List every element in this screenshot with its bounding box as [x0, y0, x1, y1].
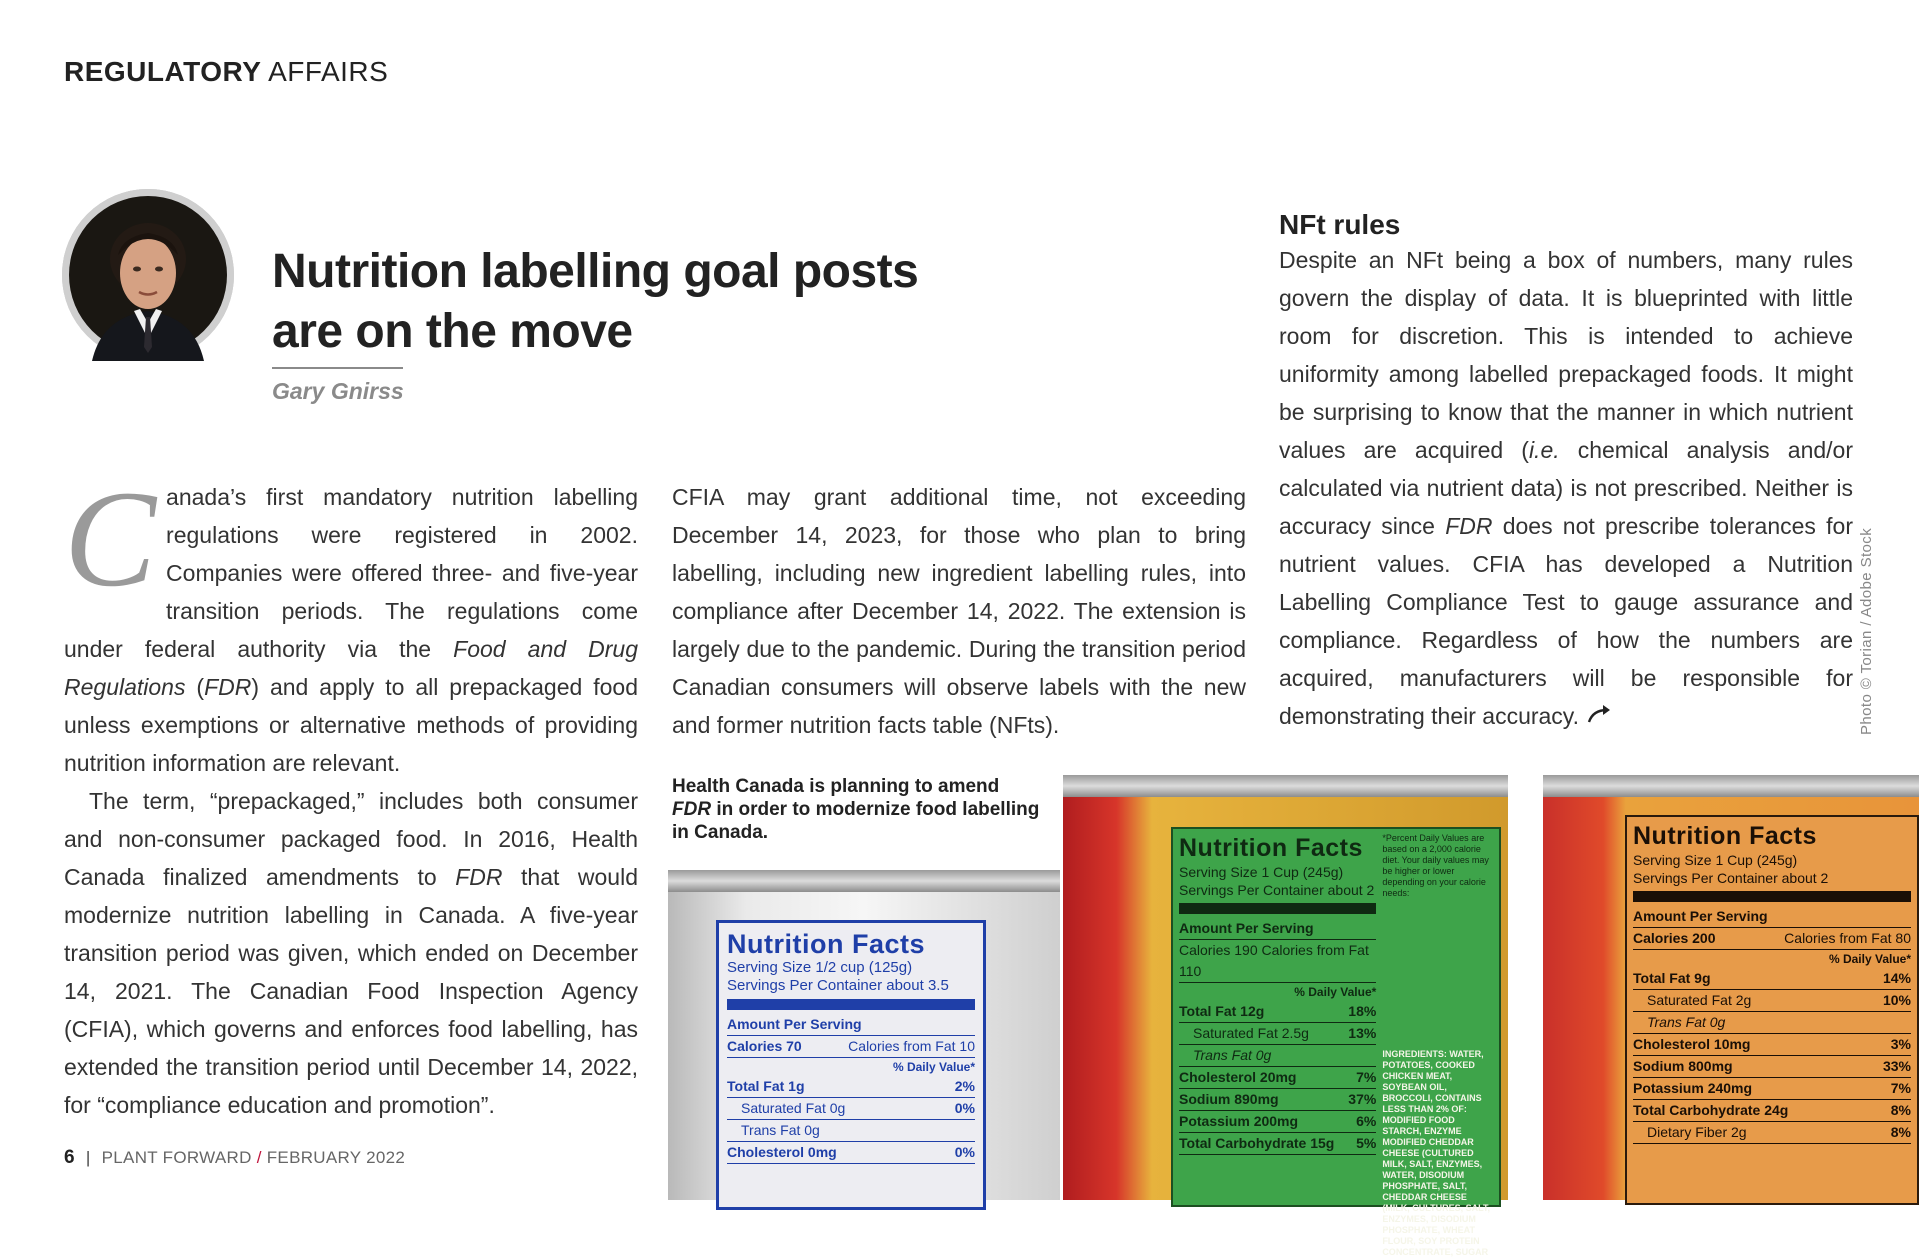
nf-row — [1633, 1056, 1911, 1078]
nf-title: Nutrition Facts — [1633, 822, 1817, 850]
nf-row — [1633, 1012, 1911, 1034]
nf-row — [1179, 940, 1376, 983]
article-column-2 — [672, 478, 1246, 744]
can-rim — [668, 870, 1060, 892]
nf-row-value: 8% — [1890, 1124, 1911, 1140]
nf-row-label: Dietary Fiber 2g — [1647, 1124, 1747, 1140]
nf-per-container: Servings Per Container about 2 — [1633, 870, 1829, 886]
article-column-3 — [1279, 241, 1853, 736]
article-title-line2: are on the move — [272, 305, 633, 358]
fdr-acronym: FDR — [1445, 513, 1493, 539]
paragraph-intro — [64, 462, 638, 782]
article-column-1 — [64, 462, 638, 1124]
nf-calories: Calories 190 Calories from Fat 110 — [1179, 942, 1369, 979]
nf-row-value: 37% — [1348, 1091, 1377, 1107]
nf-row — [1179, 1001, 1376, 1023]
nf-row-label: Total Fat 12g — [1179, 1003, 1265, 1019]
paragraph-text: chemical analysis and/or calculated via nutrient data) is not prescribed. Neither is accuracy since — [1279, 437, 1853, 539]
paragraph-text: ) and apply to all prepackaged food unless exemptions or alternative methods of providing nutrition information are relevant. — [64, 674, 638, 776]
nf-footnote: *Percent Daily Values are based on a 2,000 calorie diet. Your daily values may be higher or lower depending on your calorie needs: — [1382, 833, 1489, 898]
nf-row — [727, 1142, 975, 1164]
can-left — [668, 870, 1060, 1200]
nf-row-label: Sodium 800mg — [1633, 1058, 1733, 1074]
paragraph-text: that would modernize nutrition labelling in Canada. A five-year transition period was given, which ended on December 14, 2021. The Canadian Food Inspection Agency (CFIA), which governs and enforces food labelling, has extended the transition period until December 14, 2022, for “compliance education and promotion”. — [64, 864, 638, 1118]
nf-row — [1633, 1078, 1911, 1100]
nf-row — [1633, 968, 1911, 990]
author-portrait-icon — [62, 189, 234, 361]
curved-arrow-icon — [1587, 698, 1613, 736]
nf-row — [727, 1014, 975, 1036]
fdr-acronym: FDR — [455, 864, 503, 890]
caption-text: Health Canada is planning to amend — [672, 776, 1000, 797]
section-label — [64, 56, 388, 88]
nf-row — [727, 1036, 975, 1058]
nf-row-label: Saturated Fat 0g — [741, 1100, 846, 1116]
nf-row — [1179, 1089, 1376, 1111]
nf-serving: Serving Size 1 Cup (245g) — [1179, 864, 1344, 880]
nf-row-value: 13% — [1348, 1025, 1377, 1041]
nf-serving: Serving Size 1 Cup (245g) — [1633, 852, 1798, 868]
nf-daily-value: % Daily Value* — [1294, 985, 1377, 999]
nf-ingredients: INGREDIENTS: WATER, POTATOES, COOKED CHICKEN MEAT, SOYBEAN OIL, BROCCOLI, CONTAINS LESS THAN 2% OF: MODIFIED FOOD STARCH, ENZYME MODIFIED CHEDDAR CHEESE (CULTURED MILK, SALT, ENZYMES, WATER, DISODIUM PHOSPHATE, SALT, CHEDDAR CHEESE (MILK, CULTURES, SALT, ENZYMES, DISODIUM PHOSPHATE, WHEAT FLOUR, SOY PROTEIN CONCENTRATE, SUGAR — [1382, 1049, 1490, 1257]
article-title-line1: Nutrition labelling goal posts — [272, 245, 919, 298]
photo-caption — [672, 775, 1042, 844]
author-avatar — [62, 189, 234, 361]
section-label-light: AFFAIRS — [268, 56, 389, 87]
can-rim — [1543, 775, 1919, 797]
nf-row-label: Total Carbohydrate 24g — [1633, 1102, 1789, 1118]
nf-row-value: 0% — [954, 1100, 975, 1116]
nf-row-label: Saturated Fat 2g — [1647, 992, 1752, 1008]
page-number: 6 — [64, 1147, 75, 1168]
paragraph-text: The term, “prepackaged,” includes both consumer and non-consumer packaged food. In 2016, Health Canada finalized amendments to — [64, 788, 638, 890]
nf-bar — [1179, 903, 1376, 914]
nf-daily-value: % Daily Value* — [892, 1060, 975, 1074]
nf-row-value: 8% — [1890, 1102, 1911, 1118]
author-byline: Gary Gnirss — [272, 378, 404, 404]
drop-cap: C — [64, 462, 157, 615]
section-label-bold: REGULATORY — [64, 56, 262, 87]
publication-name: PLANT FORWARD — [101, 1148, 252, 1167]
nf-main — [1179, 833, 1376, 1258]
paragraph-text: anada’s first mandatory nutrition labelling regulations were registered in 2002. Companies were offered three- and five-year transition periods. The regulations come under federal authority via the — [64, 484, 638, 662]
nf-row-label: Trans Fat 0g — [741, 1122, 820, 1138]
nf-row — [1179, 1133, 1376, 1155]
nf-per-container: Servings Per Container about 3.5 — [727, 977, 949, 994]
nf-row-value: 10% — [1882, 992, 1911, 1008]
issue-date: FEBRUARY 2022 — [266, 1148, 406, 1167]
ie-abbreviation: i.e. — [1528, 437, 1560, 463]
nf-row — [1179, 1067, 1376, 1089]
nf-daily-value: % Daily Value* — [1828, 952, 1911, 966]
paragraph-nft-rules — [1279, 241, 1853, 736]
footer-slash: / — [256, 1148, 262, 1167]
nft-rules-heading: NFt rules — [1279, 209, 1401, 240]
paragraph-text: ( — [185, 674, 205, 700]
nf-row-value: 14% — [1882, 970, 1911, 986]
nf-row-label: Cholesterol 10mg — [1633, 1036, 1751, 1052]
nf-bar — [1633, 891, 1911, 902]
nf-per-container: Servings Per Container about 2 — [1179, 882, 1375, 898]
nf-row-label: Potassium 240mg — [1633, 1080, 1753, 1096]
nf-title: Nutrition Facts — [727, 929, 926, 959]
byline-divider — [272, 367, 403, 369]
paragraph-text: Despite an NFt being a box of numbers, many rules govern the display of data. It is blueprinted with little room for discretion. This is intended to achieve uniformity among labelled prepackaged foods. It might be surprising to know that the manner in which nutrient values are acquired ( — [1279, 247, 1853, 463]
nf-row-label: Potassium 200mg — [1179, 1113, 1299, 1129]
fdr-full-name: Food and Drug Regulations — [64, 636, 638, 700]
nf-row — [1633, 1034, 1911, 1056]
nf-calories: Calories 200 — [1633, 930, 1716, 946]
nutrition-facts-label-orange — [1625, 815, 1919, 1205]
fdr-acronym: FDR — [672, 799, 712, 820]
nf-calories: Calories 70 — [727, 1038, 802, 1054]
nf-row-value: 6% — [1356, 1113, 1377, 1129]
nf-row-label: Total Carbohydrate 15g — [1179, 1135, 1335, 1151]
nf-row-label: Cholesterol 20mg — [1179, 1069, 1297, 1085]
nf-row-value: 33% — [1882, 1058, 1911, 1074]
nf-row-label: Total Fat 9g — [1633, 970, 1711, 986]
can-rim — [1063, 775, 1508, 797]
nf-row-label: Saturated Fat 2.5g — [1193, 1025, 1309, 1041]
nf-row — [1633, 1100, 1911, 1122]
photo-credit: Photo © Torian / Adobe Stock — [1858, 527, 1875, 735]
nf-row-value: 5% — [1356, 1135, 1377, 1151]
nf-from-fat: Calories from Fat 10 — [848, 1038, 975, 1054]
fdr-acronym: FDR — [204, 674, 252, 700]
nf-row-label: Cholesterol 0mg — [727, 1144, 837, 1160]
nf-row-value: 7% — [1890, 1080, 1911, 1096]
nf-row — [1633, 928, 1911, 950]
nf-row-value: 7% — [1356, 1069, 1377, 1085]
nf-bar — [727, 999, 975, 1010]
nf-row — [727, 1076, 975, 1098]
nf-row — [1179, 1023, 1376, 1045]
can-middle — [1063, 775, 1508, 1257]
nf-serving: Serving Size 1/2 cup (125g) — [727, 959, 913, 976]
nf-row-label: Trans Fat 0g — [1193, 1047, 1272, 1063]
paragraph-extension: CFIA may grant additional time, not exceeding December 14, 2023, for those who plan to bring labelling, including new ingredient labelling rules, into compliance after December 14, 2022. The extension is largely due to the pandemic. During the transition period Canadian consumers will observe labels with the new and former nutrition facts table (NFts). — [672, 484, 1246, 738]
nf-row-label: Sodium 890mg — [1179, 1091, 1279, 1107]
nf-row — [1633, 990, 1911, 1012]
nf-amount: Amount Per Serving — [727, 1016, 862, 1032]
nf-row-value: 0% — [954, 1144, 975, 1160]
nf-row-label: Total Fat 1g — [727, 1078, 805, 1094]
nf-side-panel — [1382, 833, 1493, 1258]
nf-title: Nutrition Facts — [1179, 834, 1363, 862]
page-footer — [64, 1147, 405, 1169]
nf-row — [1179, 1111, 1376, 1133]
nf-row — [727, 1098, 975, 1120]
nutrition-facts-label-green — [1171, 827, 1501, 1257]
nf-amount: Amount Per Serving — [1179, 920, 1314, 936]
paragraph-text: does not prescribe tolerances for nutrient values. CFIA has developed a Nutrition Labelling Compliance Test to gauge assurance and compliance. Regardless of how the numbers are acquired, manufacturers will be responsible for demonstrating their accuracy. — [1279, 513, 1853, 729]
nf-row — [727, 1120, 975, 1142]
nf-amount: Amount Per Serving — [1633, 908, 1768, 924]
paragraph-prepackaged — [64, 782, 638, 1124]
nf-from-fat: Calories from Fat 80 — [1784, 930, 1911, 946]
nf-row — [1179, 1045, 1376, 1067]
can-right — [1543, 775, 1919, 1200]
caption-text: in order to modernize food labelling in Canada. — [672, 799, 1040, 843]
nf-row-value: 3% — [1890, 1036, 1911, 1052]
nf-row — [1633, 1122, 1911, 1144]
nf-row — [1179, 918, 1376, 940]
nutrition-facts-label-blue — [716, 920, 986, 1210]
article-title — [272, 242, 1012, 362]
nf-row-label: Trans Fat 0g — [1647, 1014, 1726, 1030]
nf-columns — [1179, 833, 1493, 1258]
nf-row-value: 18% — [1348, 1003, 1377, 1019]
nf-row-value: 2% — [954, 1078, 975, 1094]
nf-row — [1633, 906, 1911, 928]
footer-separator: | — [85, 1148, 91, 1167]
